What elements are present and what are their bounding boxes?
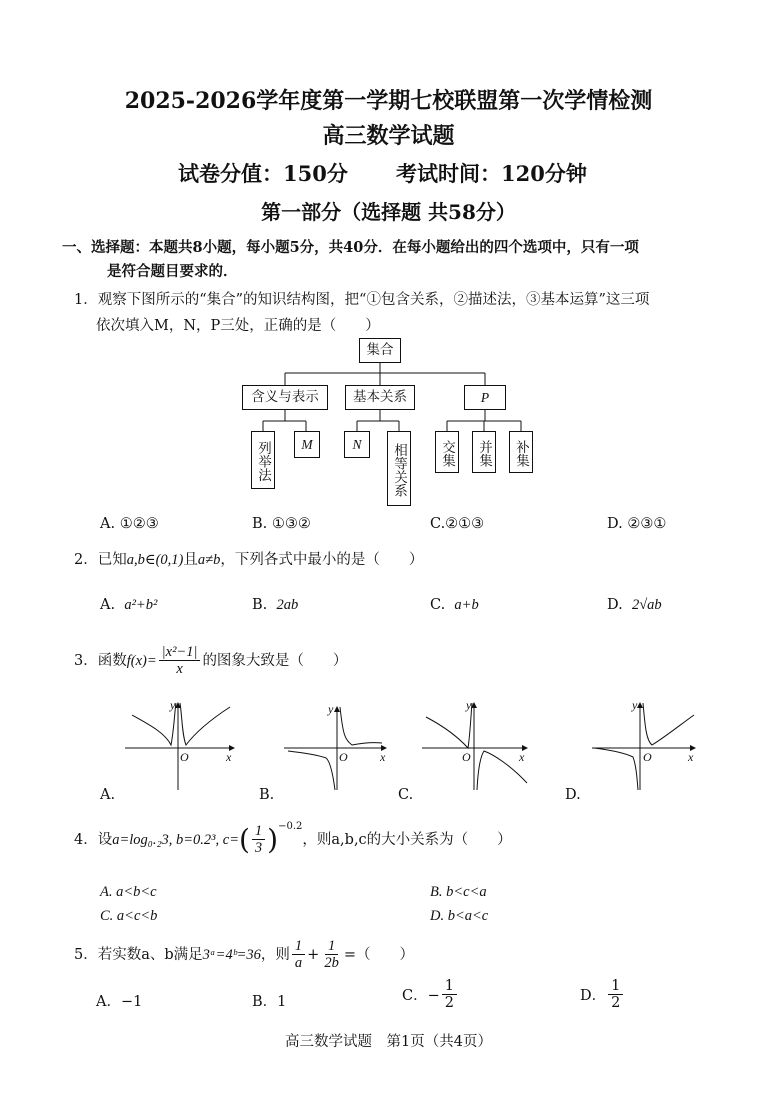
svg-text:O: O [643, 750, 652, 764]
node-m: M [294, 431, 320, 458]
q4-option-a: A. a<b<c [100, 884, 157, 900]
q3-label-a: A. [100, 787, 116, 803]
node-intersection: 交集 [435, 431, 459, 473]
svg-text:y: y [328, 702, 334, 716]
node-n: N [344, 431, 370, 458]
part-heading: 第一部分（选择题 共58分） [261, 200, 516, 224]
q5-option-b: B．1 [252, 994, 287, 1010]
node-union: 并集 [472, 431, 496, 473]
q3-graphs [0, 695, 777, 795]
page-footer: 高三数学试题 第1页（共4页） [285, 1034, 492, 1050]
q2-condition: a,b∈(0,1) [126, 552, 184, 568]
svg-text:x: x [226, 750, 232, 764]
svg-text:y: y [632, 698, 638, 712]
q5-option-a: A．−1 [96, 994, 143, 1010]
q4-option-c: C. a<c<b [100, 908, 158, 924]
q1-line2: 依次填入M，N，P三处，正确的是（ ） [96, 318, 380, 334]
exam-time: 考试时间：120分钟 [396, 161, 587, 186]
question-4: 4．设 a=log₀.₂3, b=0.2³, c= ( $\frac{1}{3}$ ) $^{-0.2}$ ，则a,b,c的大小关系为（ ） [74, 820, 512, 856]
q2-option-d: D. 2√ab [607, 597, 662, 613]
node-enumeration: 列举法 [251, 431, 275, 489]
q2-option-a: A. a²+b² [100, 597, 158, 613]
svg-text:O: O [339, 750, 348, 764]
svg-text:O: O [180, 750, 189, 764]
node-equal: 相等关系 [387, 431, 411, 506]
q2-suffix: ，下列各式中最小的是（ ） [220, 552, 424, 568]
q2-mid: 且 [183, 552, 198, 568]
q1-option-b: B. ①③② [252, 516, 311, 532]
q1-option-c: C.②①③ [430, 516, 485, 532]
node-root: 集合 [359, 338, 401, 363]
section-line2: 是符合题目要求的． [107, 263, 238, 280]
q1-option-a: A. ①②③ [100, 516, 159, 532]
q1-option-d: D. ②③① [607, 516, 667, 532]
q2-condition2: a≠b [197, 552, 221, 568]
q2-prefix: 2．已知 [74, 552, 127, 568]
q1-line1: 1．观察下图所示的“集合”的知识结构图，把“①包含关系，②描述法，③基本运算”这三项 [74, 292, 650, 308]
q4-option-d: D. b<a<c [430, 908, 489, 924]
svg-text:x: x [688, 750, 694, 764]
svg-text:x: x [380, 750, 386, 764]
node-relations: 基本关系 [345, 385, 415, 410]
q2-option-b: B. 2ab [252, 597, 299, 613]
q2-option-c: C. a+b [430, 597, 479, 613]
q5-option-c: C．− $\frac{1}{2}$ [402, 978, 459, 1011]
exam-subtitle: 高三数学试题 [322, 123, 455, 149]
svg-text:O: O [462, 750, 471, 764]
q3-label-b: B. [259, 787, 275, 803]
q4-option-b: B. b<c<a [430, 884, 487, 900]
svg-text:x: x [519, 750, 525, 764]
node-p: P [464, 385, 506, 410]
svg-text:y: y [466, 698, 472, 712]
q5-option-d: D． $\frac{1}{2}$ [580, 978, 625, 1011]
question-2 [74, 547, 423, 573]
exam-score: 试卷分值：150分 [178, 161, 348, 186]
node-meaning: 含义与表示 [242, 385, 328, 410]
q3-label-c: C. [398, 787, 414, 803]
question-3: 3．函数 f(x)= $\frac{\text{|x²−1|}}{x}$ 的图象大致是（ ） [74, 644, 348, 677]
exam-title: 2025-2026学年度第一学期七校联盟第一次学情检测 [124, 88, 653, 114]
q3-label-d: D. [565, 787, 581, 803]
node-complement: 补集 [509, 431, 533, 473]
svg-text:y: y [170, 698, 176, 712]
question-5: 5．若实数a、b满足 3ᵃ=4ᵇ=36 ，则 $\frac{1}{a}$ + $\frac{1}{2b}$ =（ ） [74, 938, 414, 971]
section-line1: 一、选择题：本题共8小题，每小题5分，共40分．在每小题给出的四个选项中，只有一项 [62, 239, 639, 256]
